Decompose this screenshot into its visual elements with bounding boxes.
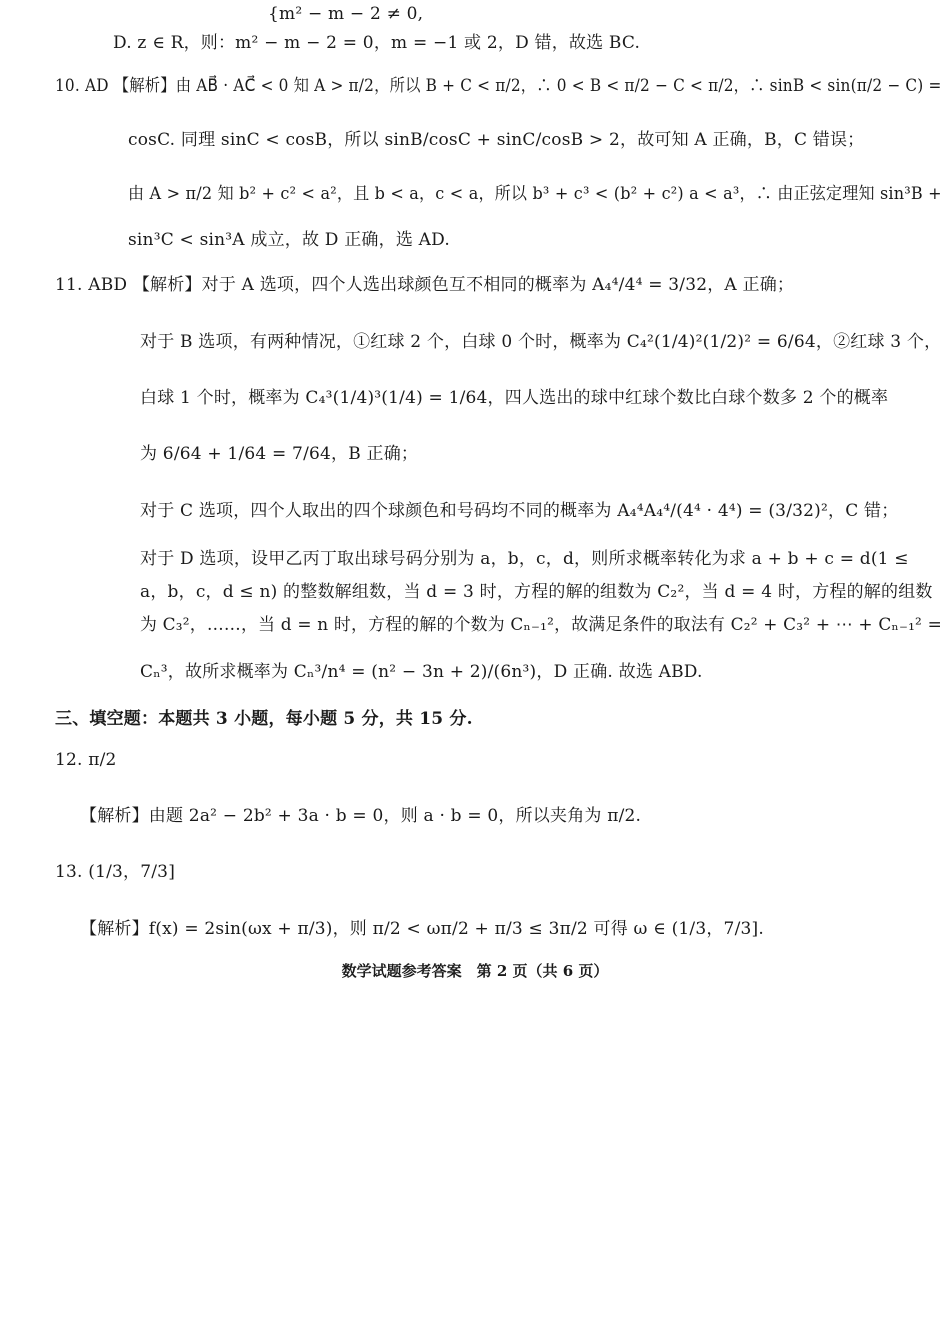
- answer-line: a，b，c，d ≤ n) 的整数解组数，当 d = 3 时，方程的解的组数为 C₂²，当 d = 4 时，方程的解的组数: [140, 582, 933, 602]
- answer-line: 为 C₃²，……，当 d = n 时，方程的解的个数为 Cₙ₋₁²，故满足条件的取法有 C₂² + C₃² + ⋯ + Cₙ₋₁² =: [140, 615, 942, 635]
- answer-line: {m² − m − 2 ≠ 0,: [268, 4, 424, 24]
- answer-line: sin³C < sin³A 成立，故 D 正确，选 AD.: [128, 230, 450, 250]
- answer-line: 对于 B 选项，有两种情况，①红球 2 个，白球 0 个时，概率为 C₄²(1/4)²(1/2)² = 6/64，②红球 3 个，: [140, 332, 942, 352]
- answer-line: 13. (1/3，7/3]: [55, 862, 176, 882]
- answer-line: 10. AD 【解析】由 AB⃗ · AC⃗ < 0 知 A > π/2，所以 B + C < π/2，∴ 0 < B < π/2 − C < π/2，∴ sinB < sin(π/2 − C) =: [55, 76, 942, 96]
- answer-line: 为 6/64 + 1/64 = 7/64，B 正确；: [140, 444, 419, 464]
- page-footer: 数学试题参考答案 第 2 页（共 6 页）: [341, 962, 609, 980]
- answer-line: 12. π/2: [55, 750, 117, 770]
- answer-line: 白球 1 个时，概率为 C₄³(1/4)³(1/4) = 1/64，四人选出的球中红球个数比白球个数多 2 个的概率: [140, 388, 889, 408]
- answer-line: Cₙ³，故所求概率为 Cₙ³/n⁴ = (n² − 3n + 2)/(6n³)，D 正确. 故选 ABD.: [140, 662, 703, 682]
- answer-line: 【解析】f(x) = 2sin(ωx + π/3)，则 π/2 < ωπ/2 + π/3 ≤ 3π/2 可得 ω ∈ (1/3，7/3].: [80, 919, 764, 939]
- answer-line: 对于 D 选项，设甲乙丙丁取出球号码分别为 a，b，c，d，则所求概率转化为求 a + b + c = d(1 ≤: [140, 549, 909, 569]
- answer-line: 11. ABD 【解析】对于 A 选项，四个人选出球颜色互不相同的概率为 A₄⁴/4⁴ = 3/32，A 正确；: [55, 275, 795, 295]
- answer-line: 【解析】由题 2a² − 2b² + 3a · b = 0，则 a · b = 0，所以夹角为 π/2.: [80, 806, 642, 826]
- section-heading: 三、填空题：本题共 3 小题，每小题 5 分，共 15 分.: [55, 709, 473, 729]
- answer-line: D. z ∈ R，则：m² − m − 2 = 0，m = −1 或 2，D 错，故选 BC.: [113, 33, 641, 53]
- answer-line: 对于 C 选项，四个人取出的四个球颜色和号码均不同的概率为 A₄⁴A₄⁴/(4⁴ · 4⁴) = (3/32)²，C 错；: [140, 501, 899, 521]
- answer-line: 由 A > π/2 知 b² + c² < a²，且 b < a，c < a，所以 b³ + c³ < (b² + c²) a < a³，∴ 由正弦定理知 sin³B +: [128, 184, 942, 204]
- answer-line: cosC. 同理 sinC < cosB，所以 sinB/cosC + sinC/cosB > 2，故可知 A 正确，B，C 错误；: [128, 130, 865, 150]
